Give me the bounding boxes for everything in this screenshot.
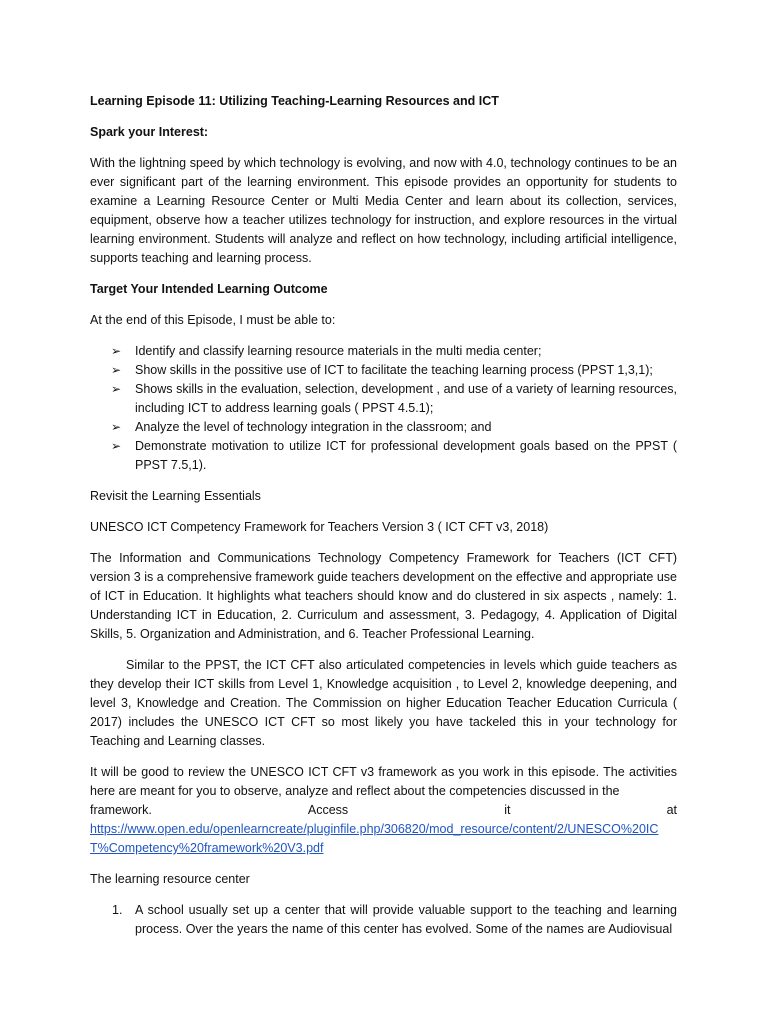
levels-paragraph: Similar to the PPST, the ICT CFT also articulated competencies in levels which guide teachers as they develop their ICT skills from Level 1, Knowledge acquisition , to Level 2, knowledge deepening, and level 3, Knowledge and Creation. The Commission on higher Education Teacher Education Curricula ( 2017) includes the UNESCO ICT CFT so most likely you have tackeled this in your technology for Teaching and Learning classes.: [90, 658, 677, 748]
review-text: It will be good to review the UNESCO ICT CFT v3 framework as you work in this episode. The activities here are meant for you to observe, analyze and reflect about the competencies discussed in the: [90, 765, 677, 798]
outcome-text: Analyze the level of technology integration in the classroom; and: [135, 420, 492, 434]
framework-paragraph: The Information and Communications Technology Competency Framework for Teachers (ICT CFT) version 3 is a comprehensive framework guide teachers development on the effective and appropriate use of ICT in Education. It highlights what teachers should know and do clustered in six aspects , namely: 1. Understanding ICT in Education, 2. Curriculum and assessment, 3. Pedagogy, 4. Application of Digital Skills, 5. Organization and Administration, and 6. Teacher Professional Learning.: [90, 551, 677, 641]
access-word: Access: [307, 803, 349, 817]
review-paragraph: [90, 763, 677, 858]
target-heading: Target Your Intended Learning Outcome: [90, 282, 328, 296]
list-item: [90, 380, 677, 418]
arrow-bullet-icon: ➢: [111, 344, 122, 358]
spark-heading: Spark your Interest:: [90, 125, 209, 139]
framework-pdf-link[interactable]: https://www.open.edu/openlearncreate/pluginfile.php/306820/mod_resource/content/2/UNESCO%20ICT%Competency%20framework%20V3.pdf: [90, 822, 659, 855]
item-text: A school usually set up a center that will provide valuable support to the teaching and learning process. Over the years the name of this center has evolved. Some of the names are Audiovisual: [135, 903, 677, 936]
list-item: [90, 901, 677, 939]
outcome-text: Demonstrate motivation to utilize ICT for professional development goals based on the PPST ( PPST 7.5,1).: [135, 439, 677, 472]
outcome-text: Identify and classify learning resource materials in the multi media center;: [135, 344, 542, 358]
item-number: 1.: [112, 903, 123, 917]
framework-title: UNESCO ICT Competency Framework for Teachers Version 3 ( ICT CFT v3, 2018): [90, 520, 549, 534]
list-item: [90, 342, 677, 361]
list-item: [90, 437, 677, 475]
lrc-heading: The learning resource center: [90, 872, 250, 886]
lrc-list: [90, 901, 677, 939]
revisit-heading: Revisit the Learning Essentials: [90, 489, 261, 503]
access-word: at: [666, 803, 677, 817]
outcomes-list: [90, 342, 677, 475]
access-word: it: [504, 803, 511, 817]
episode-title: Learning Episode 11: Utilizing Teaching-Learning Resources and ICT: [90, 94, 499, 108]
arrow-bullet-icon: ➢: [111, 382, 122, 396]
list-item: [90, 361, 677, 380]
access-word: framework.: [90, 803, 152, 817]
outcome-text: Show skills in the possitive use of ICT to facilitate the teaching learning process (PPST 1,3,1);: [135, 363, 653, 377]
list-item: [90, 418, 677, 437]
target-intro: At the end of this Episode, I must be able to:: [90, 313, 336, 327]
access-line: [90, 801, 677, 820]
spark-paragraph: With the lightning speed by which technology is evolving, and now with 4.0, technology continues to be an ever significant part of the learning environment. This episode provides an opportunity for students to examine a Learning Resource Center or Multi Media Center and learn about its collection, services, equipment, observe how a teacher utilizes technology for instruction, and explore resources in the virtual learning environment. Students will analyze and reflect on how technology, including artificial intelligence, supports teaching and learning process.: [90, 156, 677, 265]
document-page: [90, 92, 677, 939]
arrow-bullet-icon: ➢: [111, 439, 122, 453]
arrow-bullet-icon: ➢: [111, 363, 122, 377]
outcome-text: Shows skills in the evaluation, selection, development , and use of a variety of learning resources, including ICT to address learning goals ( PPST 4.5.1);: [135, 382, 677, 415]
arrow-bullet-icon: ➢: [111, 420, 122, 434]
